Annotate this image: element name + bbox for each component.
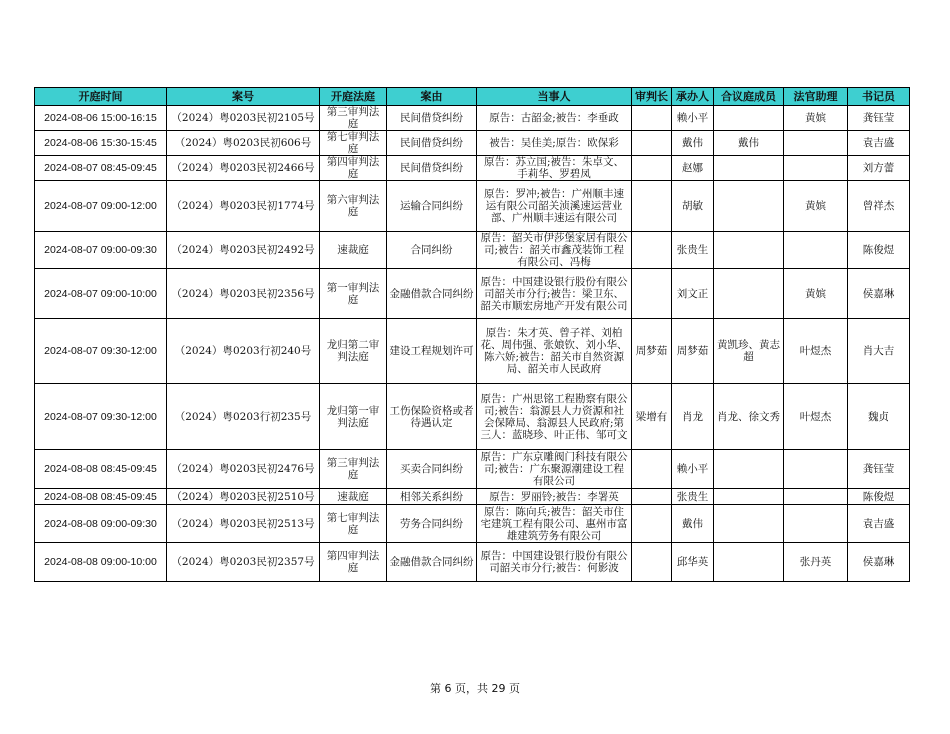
cell-panel xyxy=(714,489,784,505)
cell-court: 第六审判法庭 xyxy=(320,181,387,232)
cell-assistant xyxy=(784,450,848,489)
table-row xyxy=(35,384,910,450)
cell-time: 2024-08-06 15:00-16:15 xyxy=(35,106,167,131)
cell-cause: 运输合同纠纷 xyxy=(387,181,477,232)
cell-chief-judge xyxy=(632,131,672,156)
cell-chief-judge xyxy=(632,232,672,269)
cell-clerk: 侯嘉琳 xyxy=(848,543,910,582)
cell-cause: 金融借款合同纠纷 xyxy=(387,269,477,319)
cell-time: 2024-08-07 08:45-09:45 xyxy=(35,156,167,181)
cell-cause: 民间借贷纠纷 xyxy=(387,131,477,156)
cell-chief-judge: 梁增有 xyxy=(632,384,672,450)
cell-assistant: 叶煜杰 xyxy=(784,384,848,450)
cell-chief-judge xyxy=(632,106,672,131)
cell-parties: 原告：苏立国;被告：朱卓文、手莉华、罗碧凤 xyxy=(477,156,632,181)
cell-assistant xyxy=(784,156,848,181)
cell-parties: 被告：吴佳美;原告：欧保彩 xyxy=(477,131,632,156)
cell-case-no: （2024）粤0203民初2476号 xyxy=(167,450,320,489)
cell-chief-judge xyxy=(632,505,672,543)
header-row xyxy=(35,88,910,106)
cell-case-no: （2024）粤0203民初2357号 xyxy=(167,543,320,582)
table-row xyxy=(35,505,910,543)
cell-assistant: 黄嫔 xyxy=(784,181,848,232)
cell-undertaker: 刘文正 xyxy=(672,269,714,319)
cell-undertaker: 张贵生 xyxy=(672,489,714,505)
cell-court: 第三审判法庭 xyxy=(320,106,387,131)
cell-time: 2024-08-07 09:00-12:00 xyxy=(35,181,167,232)
cell-undertaker: 戴伟 xyxy=(672,131,714,156)
cell-court: 第四审判法庭 xyxy=(320,156,387,181)
cell-clerk: 龚钰莹 xyxy=(848,450,910,489)
page-number: 第 6 页，共 29 页 xyxy=(430,682,520,695)
table-row xyxy=(35,181,910,232)
cell-assistant: 张丹英 xyxy=(784,543,848,582)
table-row xyxy=(35,319,910,384)
header-clerk: 书记员 xyxy=(848,88,910,106)
cell-clerk: 袁吉盛 xyxy=(848,505,910,543)
cell-parties: 原告：中国建设银行股份有限公司韶关市分行;被告：梁卫东、韶关市顺宏房地产开发有限公司 xyxy=(477,269,632,319)
cell-time: 2024-08-08 09:00-10:00 xyxy=(35,543,167,582)
cell-cause: 民间借贷纠纷 xyxy=(387,106,477,131)
header-parties: 当事人 xyxy=(477,88,632,106)
cell-chief-judge: 周梦茹 xyxy=(632,319,672,384)
cell-court: 第四审判法庭 xyxy=(320,543,387,582)
cell-cause: 劳务合同纠纷 xyxy=(387,505,477,543)
cell-panel xyxy=(714,106,784,131)
cell-court: 龙归第一审判法庭 xyxy=(320,384,387,450)
cell-panel: 黄凯珍、黄志超 xyxy=(714,319,784,384)
cell-clerk: 侯嘉琳 xyxy=(848,269,910,319)
cell-court: 第七审判法庭 xyxy=(320,505,387,543)
cell-parties: 原告：中国建设银行股份有限公司韶关市分行;被告：何影波 xyxy=(477,543,632,582)
table-row xyxy=(35,156,910,181)
cell-parties: 原告：古韶金;被告：李垂政 xyxy=(477,106,632,131)
cell-case-no: （2024）粤0203民初2356号 xyxy=(167,269,320,319)
header-panel: 合议庭成员 xyxy=(714,88,784,106)
cell-clerk: 龚钰莹 xyxy=(848,106,910,131)
cell-case-no: （2024）粤0203行初235号 xyxy=(167,384,320,450)
cell-court: 速裁庭 xyxy=(320,489,387,505)
cell-assistant: 黄嫔 xyxy=(784,106,848,131)
cell-clerk: 陈俊煜 xyxy=(848,489,910,505)
cell-case-no: （2024）粤0203行初240号 xyxy=(167,319,320,384)
cell-parties: 原告：朱才英、曾子祥、刘柏花、周伟强、张娘钦、刘小华、陈六娇;被告：韶关市自然资源局、韶关市人民政府 xyxy=(477,319,632,384)
cell-court: 第一审判法庭 xyxy=(320,269,387,319)
cell-time: 2024-08-07 09:00-09:30 xyxy=(35,232,167,269)
cell-case-no: （2024）粤0203民初2105号 xyxy=(167,106,320,131)
cell-undertaker: 赖小平 xyxy=(672,106,714,131)
cell-clerk: 刘方蕾 xyxy=(848,156,910,181)
cell-clerk: 肖大吉 xyxy=(848,319,910,384)
cell-panel xyxy=(714,232,784,269)
cell-panel: 戴伟 xyxy=(714,131,784,156)
cell-parties: 原告：广州思铭工程勘察有限公司;被告：翁源县人力资源和社会保障局、翁源县人民政府;第三人：蓝晓珍、叶正伟、邹可文 xyxy=(477,384,632,450)
cell-case-no: （2024）粤0203民初2492号 xyxy=(167,232,320,269)
cell-undertaker: 张贵生 xyxy=(672,232,714,269)
header-undertaker: 承办人 xyxy=(672,88,714,106)
cell-panel xyxy=(714,156,784,181)
table-row xyxy=(35,489,910,505)
cell-parties: 原告：广东京雕阀门科技有限公司;被告：广东聚源潮建设工程有限公司 xyxy=(477,450,632,489)
cell-assistant xyxy=(784,505,848,543)
header-chief-judge: 审判长 xyxy=(632,88,672,106)
cell-assistant xyxy=(784,489,848,505)
header-cause: 案由 xyxy=(387,88,477,106)
table-row xyxy=(35,450,910,489)
cell-cause: 工伤保险资格或者待遇认定 xyxy=(387,384,477,450)
cell-clerk: 陈俊煜 xyxy=(848,232,910,269)
cell-case-no: （2024）粤0203民初2513号 xyxy=(167,505,320,543)
cell-undertaker: 戴伟 xyxy=(672,505,714,543)
cell-clerk: 袁吉盛 xyxy=(848,131,910,156)
cell-assistant: 叶煜杰 xyxy=(784,319,848,384)
cell-chief-judge xyxy=(632,156,672,181)
cell-cause: 金融借款合同纠纷 xyxy=(387,543,477,582)
cell-assistant xyxy=(784,232,848,269)
cell-panel xyxy=(714,181,784,232)
cell-undertaker: 胡敏 xyxy=(672,181,714,232)
cell-chief-judge xyxy=(632,450,672,489)
table-row xyxy=(35,543,910,582)
cell-cause: 相邻关系纠纷 xyxy=(387,489,477,505)
cell-chief-judge xyxy=(632,181,672,232)
cell-time: 2024-08-08 09:00-09:30 xyxy=(35,505,167,543)
table-row xyxy=(35,232,910,269)
cell-undertaker: 赵娜 xyxy=(672,156,714,181)
cell-chief-judge xyxy=(632,269,672,319)
table-row xyxy=(35,106,910,131)
cell-cause: 建设工程规划许可 xyxy=(387,319,477,384)
cell-panel xyxy=(714,543,784,582)
cell-time: 2024-08-06 15:30-15:45 xyxy=(35,131,167,156)
cell-time: 2024-08-08 08:45-09:45 xyxy=(35,450,167,489)
table-row xyxy=(35,131,910,156)
cell-assistant: 黄嫔 xyxy=(784,269,848,319)
cell-parties: 原告：陈向兵;被告：韶关市住宅建筑工程有限公司、惠州市富雄建筑劳务有限公司 xyxy=(477,505,632,543)
table-row xyxy=(35,269,910,319)
cell-panel xyxy=(714,505,784,543)
cell-panel: 肖龙、徐文秀 xyxy=(714,384,784,450)
cell-time: 2024-08-08 08:45-09:45 xyxy=(35,489,167,505)
cell-undertaker: 赖小平 xyxy=(672,450,714,489)
cell-clerk: 魏贞 xyxy=(848,384,910,450)
cell-chief-judge xyxy=(632,489,672,505)
cell-panel xyxy=(714,269,784,319)
cell-court: 龙归第二审判法庭 xyxy=(320,319,387,384)
cell-cause: 民间借贷纠纷 xyxy=(387,156,477,181)
cell-panel xyxy=(714,450,784,489)
cell-time: 2024-08-07 09:30-12:00 xyxy=(35,319,167,384)
cell-parties: 原告：罗冲;被告：广州顺丰速运有限公司韶关浈溪速运营业部、广州顺丰速运有限公司 xyxy=(477,181,632,232)
cell-time: 2024-08-07 09:30-12:00 xyxy=(35,384,167,450)
cell-case-no: （2024）粤0203民初2510号 xyxy=(167,489,320,505)
cell-court: 第三审判法庭 xyxy=(320,450,387,489)
cell-case-no: （2024）粤0203民初1774号 xyxy=(167,181,320,232)
cell-undertaker: 周梦茹 xyxy=(672,319,714,384)
cell-court: 第七审判法庭 xyxy=(320,131,387,156)
cell-court: 速裁庭 xyxy=(320,232,387,269)
cell-time: 2024-08-07 09:00-10:00 xyxy=(35,269,167,319)
cell-assistant xyxy=(784,131,848,156)
cell-undertaker: 邱华英 xyxy=(672,543,714,582)
cell-cause: 买卖合同纠纷 xyxy=(387,450,477,489)
cell-parties: 原告：韶关市伊莎堡家居有限公司;被告：韶关市鑫茂装饰工程有限公司、冯梅 xyxy=(477,232,632,269)
header-time: 开庭时间 xyxy=(35,88,167,106)
cell-case-no: （2024）粤0203民初2466号 xyxy=(167,156,320,181)
cell-parties: 原告：罗丽铃;被告：李署英 xyxy=(477,489,632,505)
hearing-schedule-table xyxy=(34,87,910,582)
header-court: 开庭法庭 xyxy=(320,88,387,106)
header-assistant: 法官助理 xyxy=(784,88,848,106)
cell-clerk: 曾祥杰 xyxy=(848,181,910,232)
cell-cause: 合同纠纷 xyxy=(387,232,477,269)
cell-chief-judge xyxy=(632,543,672,582)
header-case-no: 案号 xyxy=(167,88,320,106)
cell-undertaker: 肖龙 xyxy=(672,384,714,450)
cell-case-no: （2024）粤0203民初606号 xyxy=(167,131,320,156)
